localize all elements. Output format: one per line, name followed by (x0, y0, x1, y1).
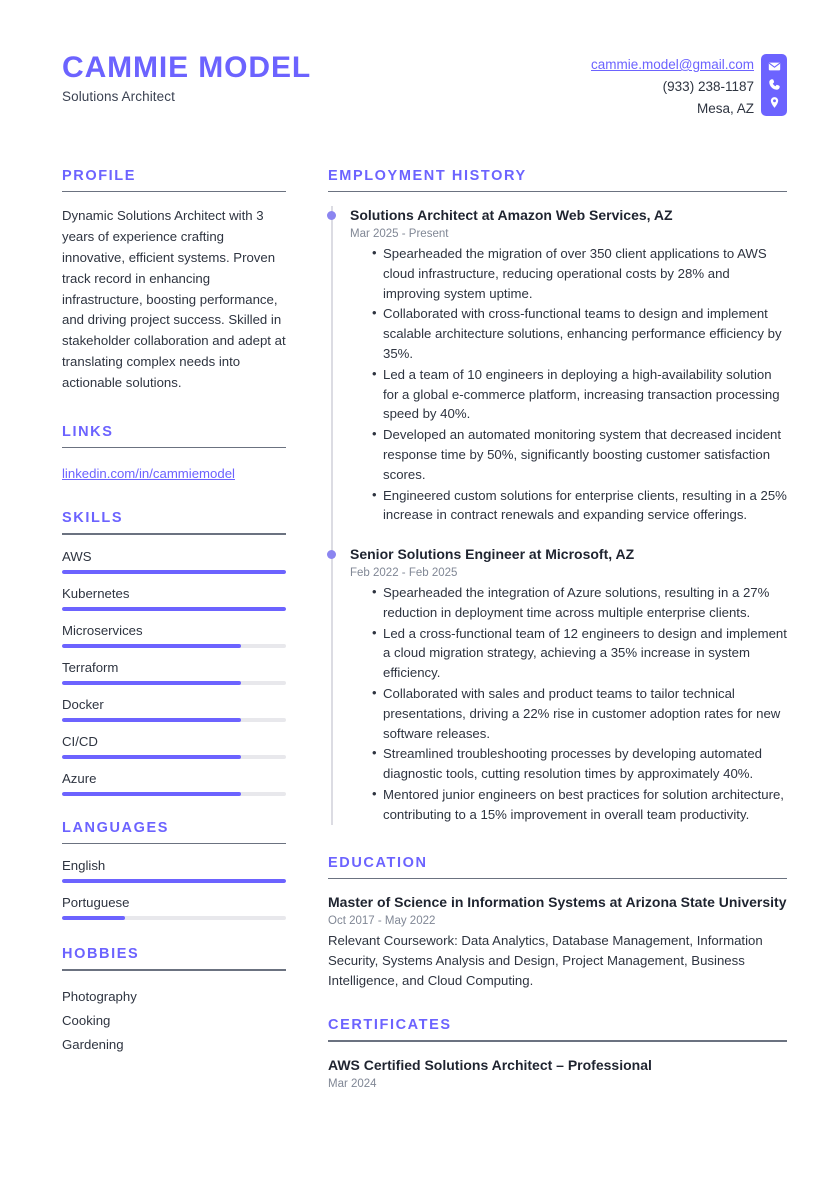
section-title-profile: PROFILE (62, 167, 137, 184)
education-description: Relevant Coursework: Data Analytics, Database Management, Information Security, Systems Analysis and Design, Project Management, Business Intelligence, and Cloud Computing. (328, 932, 763, 989)
skill-list (62, 549, 286, 796)
section-profile (62, 168, 286, 394)
skill-bar-track (62, 644, 286, 648)
section-divider (62, 447, 286, 449)
section-title-links: LINKS (62, 423, 114, 440)
resume-columns (46, 168, 787, 1116)
section-divider (328, 191, 787, 193)
hobby-item: Gardening (62, 1037, 124, 1053)
contact-phone: (933) 238-1187 (662, 78, 754, 94)
language-bar-fill (62, 879, 286, 883)
link-item[interactable]: linkedin.com/in/cammiemodel (62, 466, 235, 482)
education-title: Master of Science in Information Systems at Arizona State University (328, 894, 787, 911)
skill-item (62, 771, 286, 796)
employment-timeline (328, 206, 787, 825)
section-title-skills: SKILLS (62, 510, 124, 527)
skill-label: Terraform (62, 659, 119, 675)
section-title-languages: LANGUAGES (62, 819, 170, 836)
skill-bar-fill (62, 755, 241, 759)
header-identity (62, 46, 311, 104)
job-bullet: • Developed an automated monitoring system that decreased incident response time by 50%, significantly boosting customer satisfaction scores. (372, 425, 787, 484)
skill-bar-track (62, 607, 286, 611)
contact-location: Mesa, AZ (696, 100, 754, 116)
language-list (62, 858, 286, 920)
job-title: Senior Solutions Engineer at Microsoft, AZ (350, 546, 635, 563)
job-bullet-list (350, 244, 787, 525)
contact-details (591, 54, 754, 120)
sidebar-column (62, 168, 286, 1116)
section-divider (62, 843, 286, 845)
skill-item (62, 734, 286, 759)
job-bullet: • Collaborated with cross-functional teams to design and implement scalable architecture solutions, enhancing performance efficiency by 35%. (372, 304, 787, 363)
skill-item (62, 549, 286, 574)
certificate-title: AWS Certified Solutions Architect – Professional (328, 1056, 652, 1073)
timeline-dot-icon (327, 211, 336, 220)
skill-item (62, 586, 286, 611)
language-bar-track (62, 879, 286, 883)
job-bullet: • Mentored junior engineers on best practices for solution architecture, contributing to a 15% improvement in overall team productivity. (372, 785, 787, 825)
section-divider (62, 533, 286, 535)
contact-icon-rail (761, 54, 787, 116)
skill-bar-track (62, 792, 286, 796)
contact-email-link[interactable]: cammie.model@gmail.com (591, 57, 754, 72)
candidate-name: CAMMIE MODEL (62, 51, 312, 84)
skill-bar-fill (62, 607, 286, 611)
skill-item (62, 697, 286, 722)
job-bullet: • Spearheaded the migration of over 350 client applications to AWS cloud infrastructure, reducing operational costs by 28% and improving system uptime. (372, 244, 787, 303)
job-entry (350, 545, 787, 824)
job-title: Solutions Architect at Amazon Web Services, AZ (350, 207, 673, 224)
job-bullet: • Collaborated with sales and product teams to tailor technical presentations, driving a 22% rise in customer adoption rates for new software releases. (372, 684, 787, 743)
skill-bar-fill (62, 718, 241, 722)
skill-label: CI/CD (62, 733, 98, 749)
skill-label: Azure (62, 770, 97, 786)
skill-label: Microservices (62, 622, 143, 638)
skill-bar-track (62, 755, 286, 759)
skill-bar-fill (62, 792, 241, 796)
job-bullet: • Led a cross-functional team of 12 engineers to design and implement a cloud migration strategy, achieving a 35% increase in system efficiency. (372, 624, 787, 683)
section-languages (62, 820, 286, 921)
job-entry (350, 206, 787, 525)
candidate-job-title: Solutions Architect (62, 88, 175, 104)
timeline-dot-icon (327, 550, 336, 559)
envelope-icon (768, 60, 781, 73)
section-skills (62, 510, 286, 796)
education-date-range: Oct 2017 - May 2022 (328, 914, 436, 927)
section-title-hobbies: HOBBIES (62, 946, 140, 963)
hobby-item: Cooking (62, 1013, 111, 1029)
certificate-date: Mar 2024 (328, 1077, 377, 1090)
education-entry (328, 893, 787, 991)
skill-bar-track (62, 718, 286, 722)
phone-icon (768, 78, 781, 91)
job-bullet: • Streamlined troubleshooting processes by developing automated diagnostic tools, cutting resolution times by approximately 40%. (372, 744, 787, 784)
job-bullet-list (350, 583, 787, 825)
language-label: Portuguese (62, 895, 130, 911)
certificate-entry (328, 1056, 787, 1090)
hobby-item: Photography (62, 988, 137, 1004)
job-bullet: • Led a team of 10 engineers in deploying a high-availability solution for a global e-commerce platform, increasing transaction processing speed by 40%. (372, 365, 787, 424)
job-bullet: • Engineered custom solutions for enterprise clients, resulting in a 25% increase in contract renewals and expanding service offerings. (372, 486, 787, 526)
skill-bar-track (62, 681, 286, 685)
skill-label: Kubernetes (62, 585, 130, 601)
section-divider (62, 191, 286, 193)
skill-label: AWS (62, 548, 92, 564)
map-pin-icon (768, 96, 781, 109)
section-divider (328, 1040, 787, 1042)
skill-bar-fill (62, 681, 241, 685)
job-date-range: Mar 2025 - Present (350, 227, 449, 240)
skill-bar-fill (62, 644, 241, 648)
hobby-list (62, 985, 286, 1058)
job-date-range: Feb 2022 - Feb 2025 (350, 567, 458, 580)
skill-bar-fill (62, 570, 286, 574)
language-item (62, 858, 286, 883)
profile-summary-text: Dynamic Solutions Architect with 3 years of experience crafting innovative, efficient systems. Proven track record in enhancing infrastructure, boosting performance, and driving project success. Skilled in stakeholder collaboration and adept at translating complex needs into actionable solutions. (62, 208, 286, 390)
language-item (62, 895, 286, 920)
section-hobbies (62, 946, 286, 1058)
language-bar-track (62, 916, 286, 920)
skill-bar-track (62, 570, 286, 574)
language-label: English (62, 858, 106, 874)
section-divider (62, 969, 286, 971)
section-employment-history (328, 168, 787, 825)
skill-item (62, 623, 286, 648)
skill-item (62, 660, 286, 685)
skill-label: Docker (62, 696, 104, 712)
section-title-employment: EMPLOYMENT HISTORY (328, 167, 527, 184)
language-bar-fill (62, 916, 125, 920)
section-title-education: EDUCATION (328, 854, 428, 871)
section-links (62, 424, 286, 484)
section-divider (328, 878, 787, 880)
job-bullet: • Spearheaded the integration of Azure solutions, resulting in a 27% reduction in deployment time across multiple enterprise clients. (372, 583, 787, 623)
contact-block (591, 46, 787, 120)
section-title-certificates: CERTIFICATES (328, 1017, 452, 1034)
resume-header (46, 46, 787, 120)
section-certificates (328, 1017, 787, 1089)
section-education (328, 855, 787, 992)
main-column (328, 168, 787, 1116)
